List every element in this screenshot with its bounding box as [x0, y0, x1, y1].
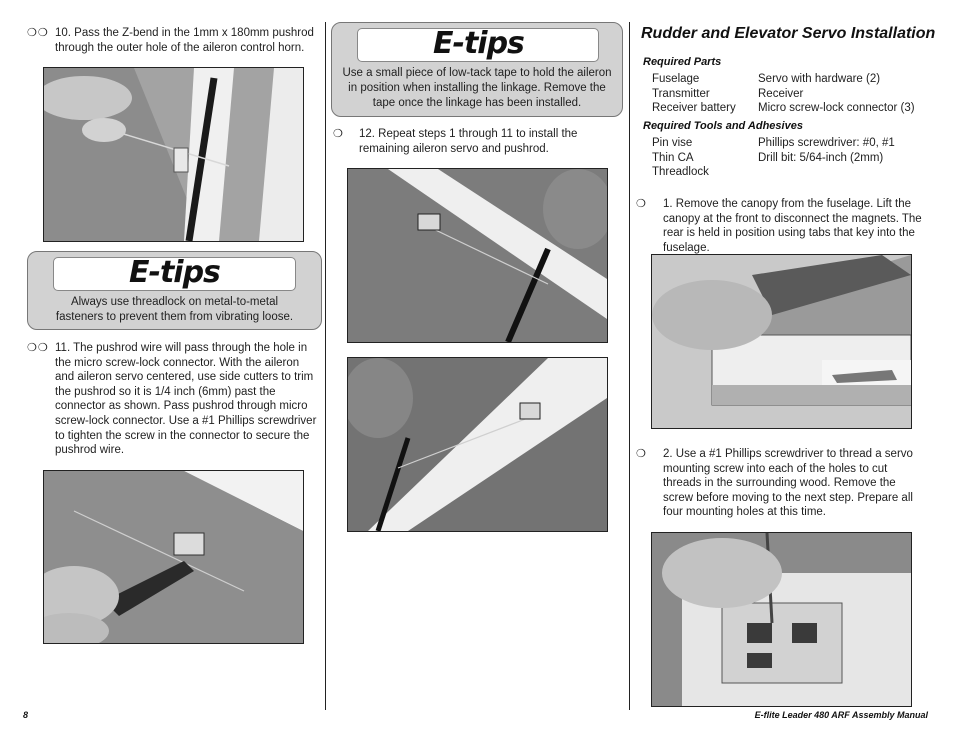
step-11-text: 11. The pushrod wire will pass through the hole in the micro screw-lock connector. With the aileron and aileron servo centered, use side cutters to trim the pushrod so it is 1/4 inch (6mm) past the connector as shown. Pass pushrod through micro screw-lock connector. Use a #1 Phillips screwdriver to tighten the screw in the connector to secure the pushrod wire. [55, 342, 317, 457]
photo-wing-servo-2 [347, 357, 608, 532]
column-divider-2 [629, 22, 630, 710]
photo-canopy-removal [651, 254, 912, 429]
etips-logo: E-tips [129, 255, 220, 290]
part-item: Micro screw-lock connector (3) [758, 102, 915, 114]
part-item: Servo with hardware (2) [758, 73, 881, 85]
photo-wing-servo-1 [347, 168, 608, 343]
etips-logo-frame [53, 257, 296, 291]
tool-item: Drill bit: 5/64-inch (2mm) [758, 151, 884, 164]
checkbox-icon[interactable]: ❍ [636, 198, 647, 210]
step-r1 [636, 197, 928, 254]
tip-threadlock-text: Always use threadlock on metal-to-metal fasteners to prevent them from vibrating loose. [55, 296, 294, 323]
tip-tape-text: Use a small piece of low-tack tape to hold the aileron in position when installing the linkage. Remove the tape once the linkage has been installed. [342, 67, 612, 109]
tool-item: Pin vise [652, 137, 693, 149]
required-parts-heading: Required Parts [643, 56, 722, 68]
step-r2-text: 2. Use a #1 Phillips screwdriver to thread a servo mounting screw into each of the holes to cut threads in the surrounding wood. Remove the screw before moving to the next step. Prepare all four mounting holes at this time. [663, 448, 913, 519]
step-10 [27, 26, 317, 58]
checkbox-icon[interactable]: ❍❍ [27, 342, 49, 354]
step-r2 [636, 447, 928, 523]
step-11 [27, 341, 317, 461]
step-r1-text: 1. Remove the canopy from the fuselage. Lift the canopy at the front to disconnect the magnets. The rear is held in position using tabs that key into the fuselage. [663, 198, 922, 254]
step-12-text: 12. Repeat steps 1 through 11 to install the remaining aileron servo and pushrod. [359, 128, 578, 155]
tool-item: Thin CA [652, 151, 694, 164]
step-10-text: 10. Pass the Z-bend in the 1mm x 180mm pushrod through the outer hole of the aileron control horn. [55, 27, 314, 54]
tool-item: Threadlock [652, 166, 709, 178]
photo-screw-lock-connector [43, 470, 304, 644]
photo-control-horn [43, 67, 304, 242]
step-12 [333, 127, 625, 159]
etips-box-threadlock [27, 251, 322, 330]
column-divider-1 [325, 22, 326, 710]
etips-logo: E-tips [433, 26, 524, 61]
part-item: Receiver [758, 87, 804, 100]
etips-logo-frame [357, 28, 599, 62]
page-number: 8 [23, 710, 29, 720]
section-title: Rudder and Elevator Servo Installation [641, 25, 936, 42]
required-parts-list [652, 72, 932, 116]
part-item: Transmitter [652, 87, 710, 100]
part-item: Fuselage [652, 73, 700, 85]
part-item: Receiver battery [652, 102, 736, 114]
checkbox-icon[interactable]: ❍ [333, 128, 344, 140]
tool-item: Phillips screwdriver: #0, #1 [758, 137, 895, 149]
etips-box-tape [331, 22, 623, 117]
checkbox-icon[interactable]: ❍❍ [27, 27, 49, 39]
required-tools-list [652, 136, 932, 180]
required-tools-heading: Required Tools and Adhesives [643, 120, 803, 132]
manual-title: E-flite Leader 480 ARF Assembly Manual [754, 710, 928, 720]
checkbox-icon[interactable]: ❍ [636, 448, 647, 460]
photo-servo-mount-holes [651, 532, 912, 707]
